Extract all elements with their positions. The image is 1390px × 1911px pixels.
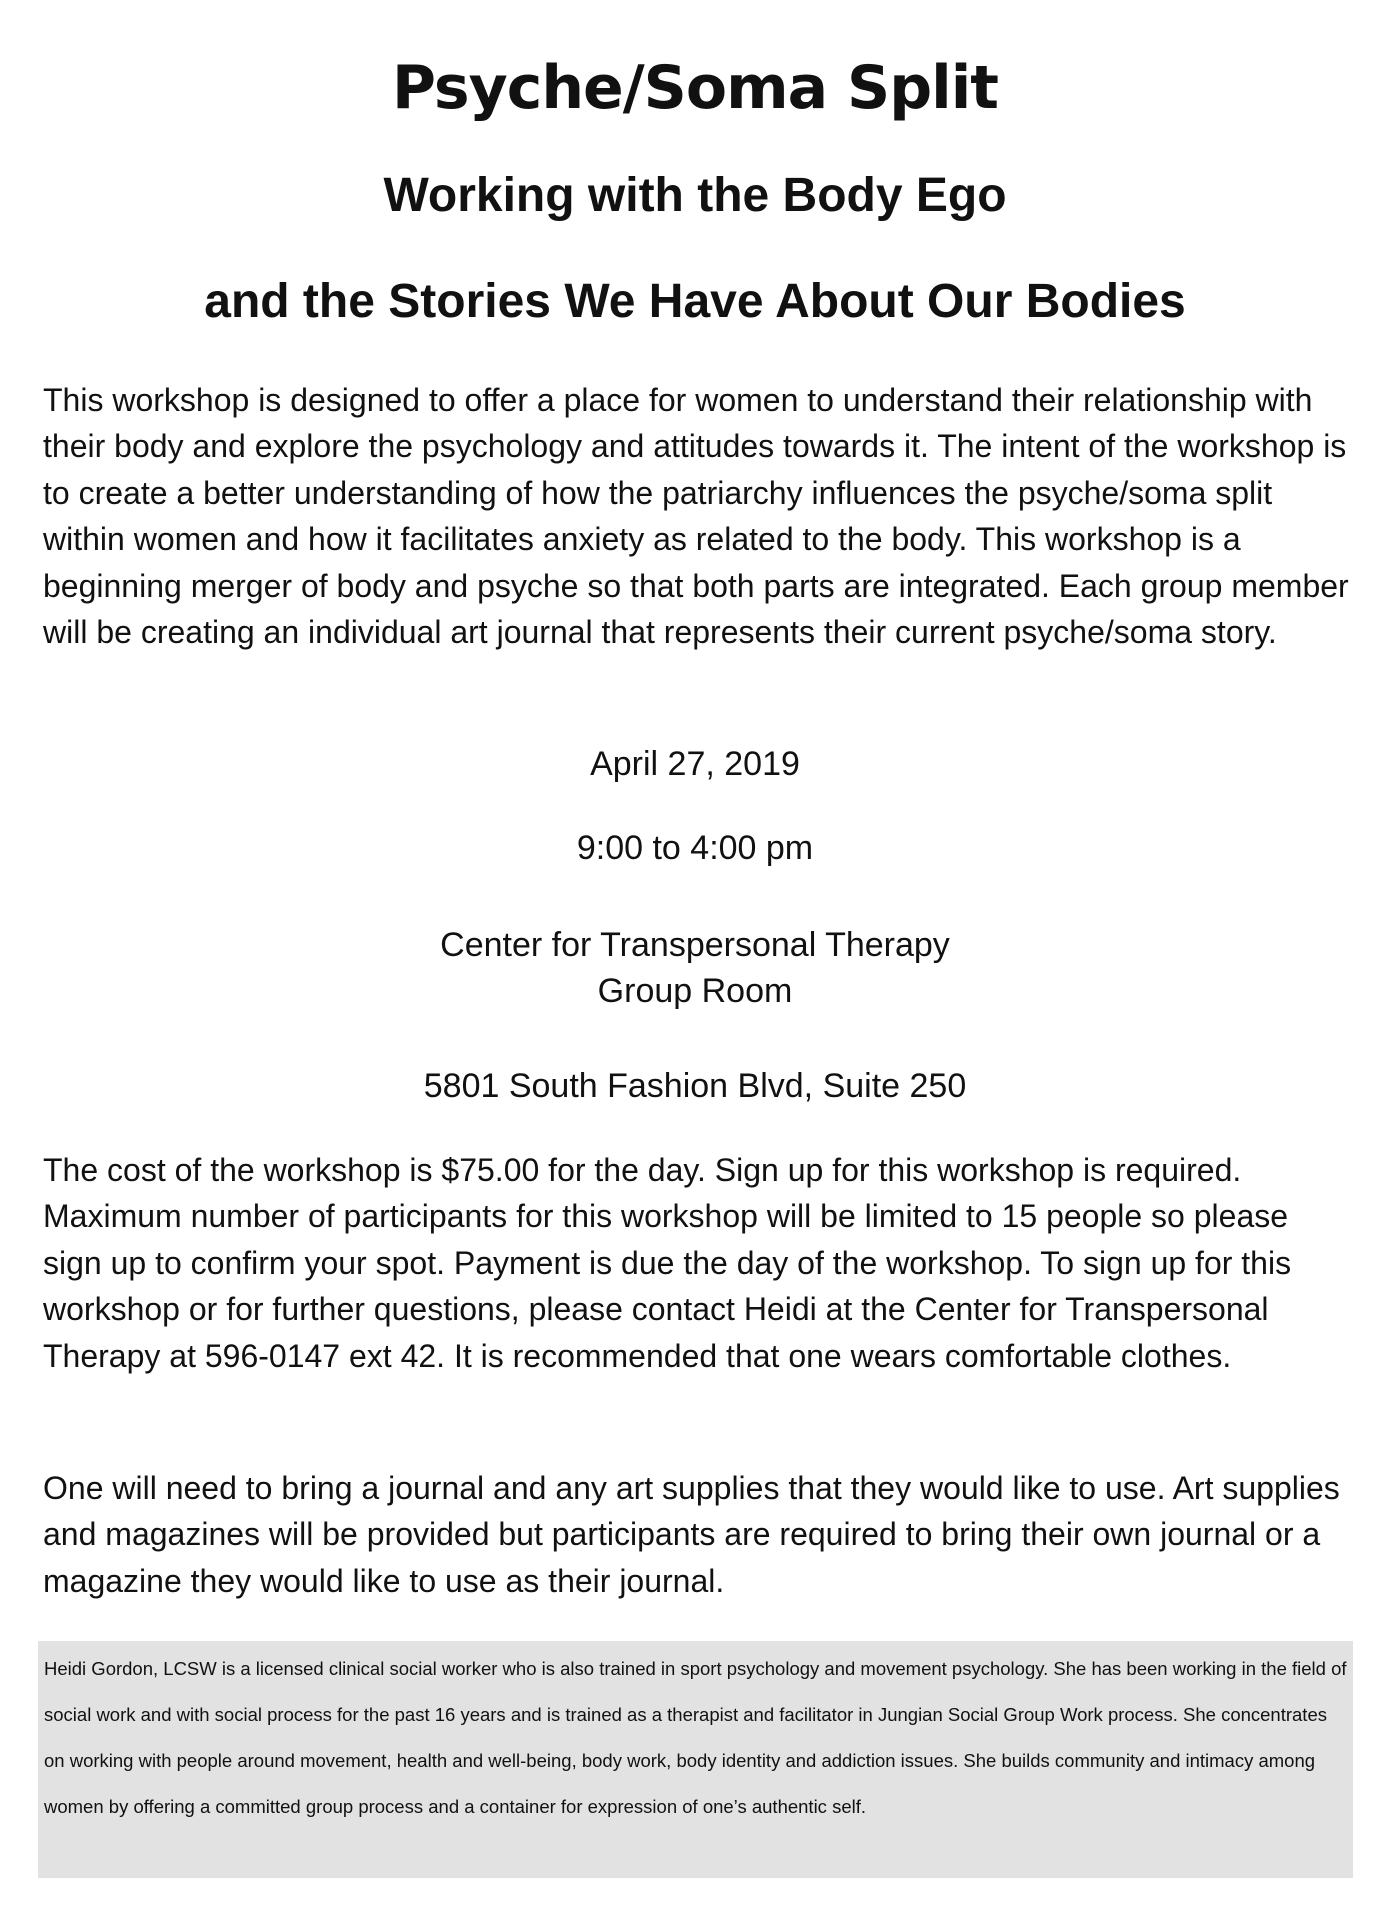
facilitator-bio: Heidi Gordon, LCSW is a licensed clinical social worker who is also trained in sport psychology and movement psychology. She has been working in the field of social work and with social process for the past 16 years and is trained as a therapist and facilitator in Jungian Social Group Work process. She concentrates on working with people around movement, health and well-being, body work, body identity and addiction issues. She builds community and intimacy among women by offering a committed group process and a container for expression of one’s authentic self. [44, 1658, 1347, 1817]
flyer-subtitle-line-1: Working with the Body Ego [383, 169, 1007, 222]
supplies-info: One will need to bring a journal and any art supplies that they would like to use. Art supplies and magazines will be provided but participants are required to bring their own journal or a magazine they would like to use as their journal. [43, 1470, 1340, 1599]
event-time: 9:00 to 4:00 pm [576, 829, 814, 867]
event-venue: Center for Transpersonal Therapy [440, 926, 950, 964]
flyer-title: Psyche/Soma Split [392, 53, 998, 123]
facilitator-bio-box [38, 1641, 1353, 1878]
flyer-subtitle-line-2: and the Stories We Have About Our Bodies [204, 275, 1186, 328]
event-address: 5801 South Fashion Blvd, Suite 250 [423, 1067, 967, 1105]
event-room: Group Room [597, 972, 793, 1010]
workshop-description: This workshop is designed to offer a place for women to understand their relationship with their body and explore the psychology and attitudes towards it. The intent of the workshop is to create a better understanding of how the patriarchy influences the psyche/soma split within women and how it facilitates anxiety as related to the body. This workshop is a beginning merger of body and psyche so that both parts are integrated. Each group member will be creating an individual art journal that represents their current psyche/soma story. [43, 382, 1349, 651]
event-date: April 27, 2019 [590, 745, 800, 783]
cost-and-signup-info: The cost of the workshop is $75.00 for the day. Sign up for this workshop is required. Maximum number of participants for this workshop will be limited to 15 people so please sign up to confirm your spot. Payment is due the day of the workshop. To sign up for this workshop or for further questions, please contact Heidi at the Center for Transpersonal Therapy at 596-0147 ext 42. It is recommended that one wears comfortable clothes. [43, 1152, 1292, 1374]
